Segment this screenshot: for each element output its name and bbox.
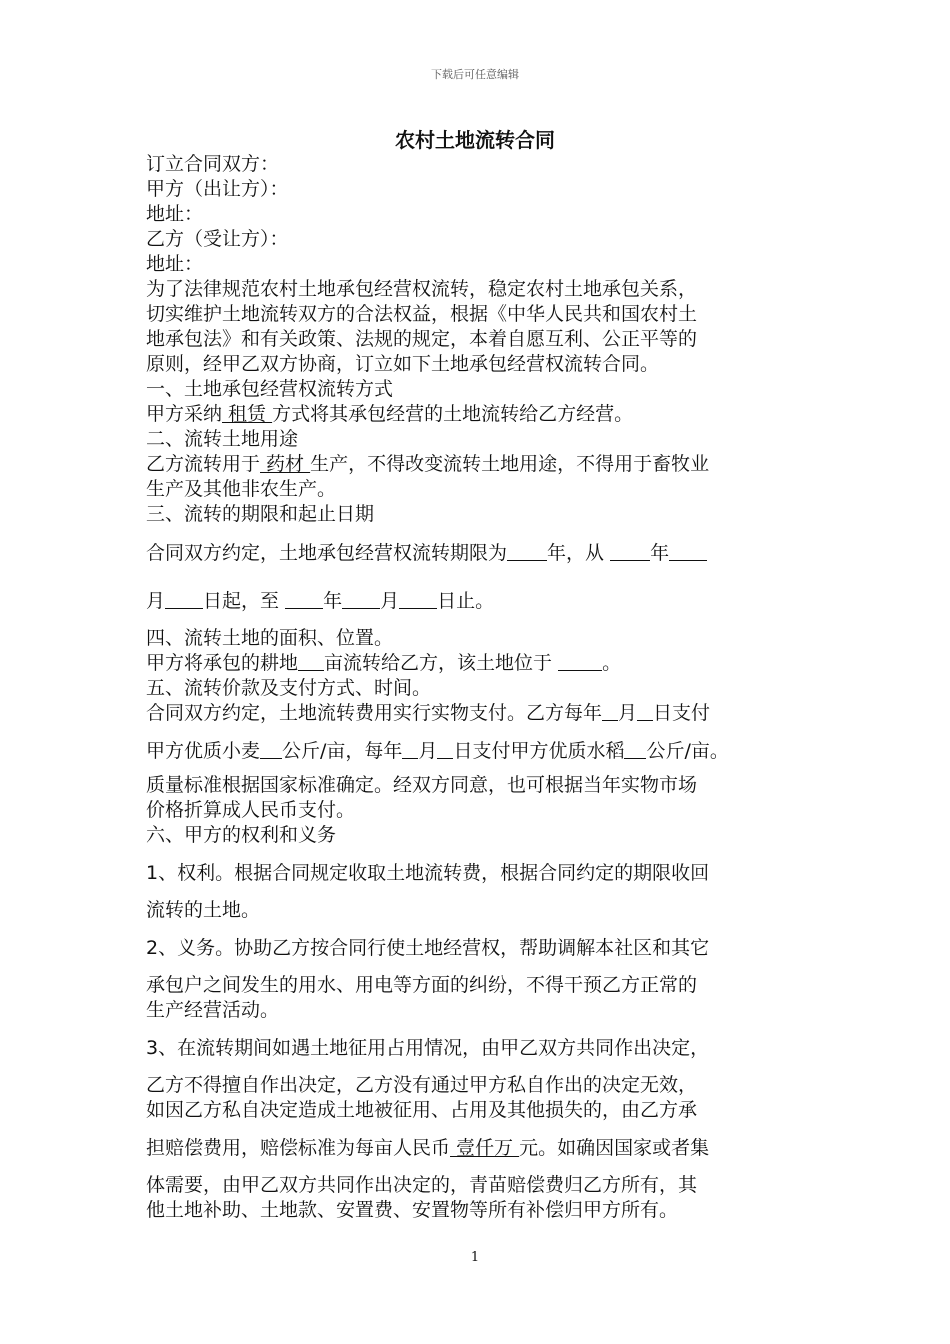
text-segment: 合同双方约定，土地流转费用实行实物支付。乙方每年 xyxy=(146,702,603,724)
blank-field xyxy=(260,740,282,759)
text-line: 甲方（出让方）： xyxy=(146,178,289,200)
text-segment: 年 xyxy=(323,590,343,612)
text-line: 2、义务。协助乙方按合同行使土地经营权，帮助调解本社区和其它 xyxy=(146,937,710,959)
blank-field xyxy=(602,702,618,721)
text-line xyxy=(146,541,707,565)
text-segment: 甲方采纳 xyxy=(146,403,223,425)
text-line: 地址： xyxy=(146,253,204,275)
text-line xyxy=(146,739,729,763)
blank-field xyxy=(669,542,707,561)
text-line: 流转的土地。 xyxy=(146,899,261,921)
blank-field xyxy=(165,590,203,609)
text-segment: 。 xyxy=(602,652,622,674)
text-segment: 月 xyxy=(146,590,166,612)
blank-field xyxy=(402,740,418,759)
text-segment: 亩流转给乙方，该土地位于 xyxy=(324,652,559,674)
text-segment: 年，从 xyxy=(547,542,611,564)
text-segment: 月 xyxy=(418,740,438,762)
text-line: 承包户之间发生的用水、用电等方面的纠纷，不得干预乙方正常的 xyxy=(146,974,698,996)
filled-field: 药材 xyxy=(260,453,311,475)
text-segment: 方式将其承包经营的土地流转给乙方经营。 xyxy=(272,403,634,425)
text-segment: 合同双方约定，土地承包经营权流转期限为 xyxy=(146,542,508,564)
text-line: 如因乙方私自决定造成土地被征用、占用及其他损失的，由乙方承 xyxy=(146,1099,698,1121)
text-segment: 月 xyxy=(618,702,638,724)
text-segment: 年 xyxy=(650,542,670,564)
text-line: 切实维护土地流转双方的合法权益，根据《中华人民共和国农村土 xyxy=(146,303,698,325)
text-line: 乙方不得擅自作出决定，乙方没有通过甲方私自作出的决定无效， xyxy=(146,1074,698,1096)
text-segment: 乙方流转用于 xyxy=(146,453,261,475)
text-line xyxy=(146,402,633,426)
text-segment: 元。如确因国家或者集 xyxy=(519,1137,710,1159)
section-heading: 一、土地承包经营权流转方式 xyxy=(146,378,394,400)
section-heading: 三、流转的期限和起止日期 xyxy=(146,503,375,525)
section-heading: 四、流转土地的面积、位置。 xyxy=(146,627,394,649)
blank-field xyxy=(558,652,602,671)
text-segment: 月 xyxy=(380,590,400,612)
blank-field xyxy=(342,590,380,609)
text-line: 质量标准根据国家标准确定。经双方同意，也可根据当年实物市场 xyxy=(146,774,698,796)
text-line: 体需要，由甲乙双方共同作出决定的，青苗赔偿费归乙方所有，其 xyxy=(146,1174,698,1196)
text-segment: 日起，至 xyxy=(203,590,286,612)
blank-field xyxy=(610,542,650,561)
text-line xyxy=(146,701,710,725)
section-heading: 二、流转土地用途 xyxy=(146,428,299,450)
text-line xyxy=(146,589,494,613)
section-heading: 六、甲方的权利和义务 xyxy=(146,824,337,846)
text-line: 地址： xyxy=(146,203,204,225)
blank-field xyxy=(298,652,324,671)
text-line xyxy=(146,452,709,476)
text-line: 地承包法》和有关政策、法规的规定，本着自愿互利、公正平等的 xyxy=(146,328,698,350)
text-line: 价格折算成人民币支付。 xyxy=(146,799,356,821)
blank-field xyxy=(437,740,453,759)
document-title: 农村土地流转合同 xyxy=(395,128,555,152)
text-line xyxy=(146,1136,709,1160)
filled-field: 壹仟万 xyxy=(450,1137,520,1159)
text-segment: 担赔偿费用，赔偿标准为每亩人民币 xyxy=(146,1137,451,1159)
text-line: 原则，经甲乙双方协商，订立如下土地承包经营权流转合同。 xyxy=(146,353,660,375)
text-segment: 日支付甲方优质水稻 xyxy=(453,740,625,762)
text-segment: 公斤/亩，每年 xyxy=(282,740,403,762)
section-heading: 五、流转价款及支付方式、时间。 xyxy=(146,677,432,699)
text-line: 乙方（受让方）： xyxy=(146,228,289,250)
text-segment: 日止。 xyxy=(437,590,495,612)
text-segment: 生产，不得改变流转土地用途，不得用于畜牧业 xyxy=(310,453,710,475)
page-number: 1 xyxy=(470,1250,480,1265)
blank-field xyxy=(507,542,547,561)
text-line: 订立合同双方： xyxy=(146,153,280,175)
header-note: 下载后可任意编辑 xyxy=(431,68,519,81)
text-segment: 日支付 xyxy=(653,702,711,724)
text-line: 为了法律规范农村土地承包经营权流转，稳定农村土地承包关系， xyxy=(146,278,698,300)
blank-field xyxy=(637,702,653,721)
blank-field xyxy=(624,740,646,759)
text-line: 生产经营活动。 xyxy=(146,999,280,1021)
text-line xyxy=(146,651,621,675)
text-segment: 甲方将承包的耕地 xyxy=(146,652,299,674)
text-line: 3、在流转期间如遇土地征用占用情况，由甲乙双方共同作出决定， xyxy=(146,1037,710,1059)
text-line: 生产及其他非农生产。 xyxy=(146,478,337,500)
text-segment: 甲方优质小麦 xyxy=(146,740,261,762)
text-segment: 公斤/亩。 xyxy=(646,740,729,762)
text-line: 他土地补助、土地款、安置费、安置物等所有补偿归甲方所有。 xyxy=(146,1199,679,1221)
blank-field xyxy=(285,590,323,609)
filled-field: 租赁 xyxy=(222,403,273,425)
blank-field xyxy=(399,590,437,609)
text-line: 1、权利。根据合同规定收取土地流转费，根据合同约定的期限收回 xyxy=(146,862,710,884)
